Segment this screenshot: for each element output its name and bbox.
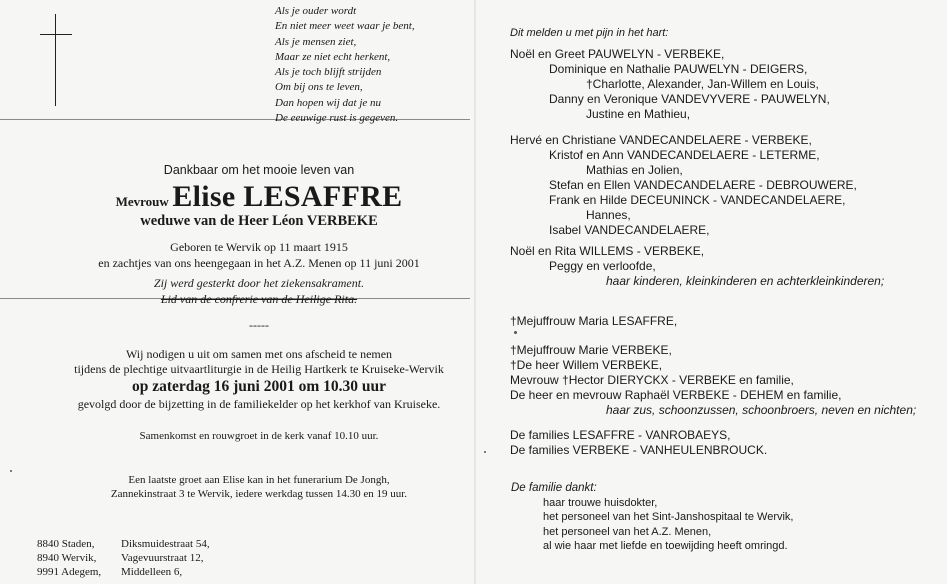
family-line: Dominique en Nathalie PAUWELYN - DEIGERS, — [549, 62, 808, 76]
address-street: Middelleen 6, — [121, 566, 183, 578]
family-line: †De heer Willem VERBEKE, — [510, 358, 663, 372]
address-street: Vagevuurstraat 12, — [121, 552, 204, 564]
family-line: Noël en Greet PAUWELYN - VERBEKE, — [510, 47, 725, 61]
sacrament-block — [20, 275, 498, 307]
family-group-pauwelyn — [510, 47, 830, 122]
invite-line: tijdens de plechtige uitvaartliturgie in de Heilig Hartkerk te Kruiseke-Wervik — [74, 362, 444, 376]
poem-line: Als je toch blijft strijden — [275, 66, 382, 79]
poem-line: Als je mensen ziet, — [275, 35, 357, 48]
deceased-name — [20, 180, 498, 214]
family-line: Peggy en verloofde, — [549, 259, 656, 273]
thanks-title: De familie dankt: — [511, 482, 597, 494]
family-line: De heer en mevrouw Raphaël VERBEKE - DEHEM en familie, — [510, 388, 842, 402]
intro-line: Dit melden u met pijn in het hart: — [510, 27, 669, 39]
passed-line: en zachtjes van ons heengegaan in het A.Z. Menen op 11 juni 2001 — [98, 256, 420, 270]
cross-icon — [40, 14, 72, 106]
family-group-willems — [510, 244, 884, 289]
address-street: Diksmuidestraat 54, — [121, 538, 210, 550]
family-line: De families VERBEKE - VANHEULENBROUCK. — [510, 443, 768, 457]
widow-line: weduwe van de Heer Léon VERBEKE — [140, 213, 378, 229]
poem-line: Dan hopen wij dat je nu — [275, 96, 382, 109]
ceremony-date: op zaterdag 16 juni 2001 om 10.30 uur — [131, 378, 387, 395]
address-city: 8940 Wervik, — [37, 552, 97, 564]
family-line: Kristof en Ann VANDECANDELAERE - LETERME, — [549, 148, 820, 162]
address-city: 8840 Staden, — [37, 538, 95, 550]
family-group-verbeke — [510, 343, 916, 418]
full-name: Elise LESAFFRE — [172, 180, 403, 213]
invite-line: Wij nodigen u uit om samen met ons afscheid te nemen — [125, 347, 393, 361]
scan-speck — [514, 331, 517, 334]
family-line: Hannes, — [586, 208, 631, 222]
family-line: Danny en Veronique VANDEVYVERE - PAUWELYN, — [549, 92, 830, 106]
family-line: Isabel VANDECANDELAERE, — [549, 223, 710, 237]
family-line: De families LESAFFRE - VANROBAEYS, — [510, 428, 731, 442]
poem-line: Maar ze niet echt herkent, — [275, 50, 391, 63]
family-line: †Charlotte, Alexander, Jan-Willem en Louis, — [586, 77, 819, 91]
family-group-lesaffre — [510, 314, 677, 329]
family-group-families — [510, 428, 767, 458]
family-line: Mevrouw †Hector DIERYCKX - VERBEKE en familie, — [510, 373, 794, 387]
family-line: Hervé en Christiane VANDECANDELAERE - VERBEKE, — [510, 133, 812, 147]
family-group-vandecandelaere — [510, 133, 857, 238]
invitation — [20, 347, 498, 377]
family-line: Noël en Rita WILLEMS - VERBEKE, — [510, 244, 705, 258]
member-line: Lid van de confrerie van de Heilige Rita. — [160, 292, 358, 306]
scan-speck — [10, 470, 12, 472]
funeral-line: Een laatste groet aan Elise kan in het funerarium De Jongh, — [128, 474, 390, 486]
family-line: †Mejuffrouw Marie VERBEKE, — [510, 343, 672, 357]
family-line: Frank en Hilde DECEUNINCK - VANDECANDELAERE, — [549, 193, 846, 207]
poem-line: En niet meer weet waar je bent, — [275, 20, 415, 33]
funerarium-info — [20, 473, 498, 501]
burial-line: gevolgd door de bijzetting in de familiekelder op het kerkhof van Kruiseke. — [77, 397, 441, 411]
scan-speck — [484, 451, 486, 453]
title-prefix: Mevrouw — [115, 194, 169, 209]
poem-line: De eeuwige rust is gegeven. — [275, 112, 399, 125]
family-line: Justine en Mathieu, — [586, 107, 691, 121]
family-line: Mathias en Jolien, — [586, 163, 683, 177]
birth-death — [20, 239, 498, 271]
sacrament-line: Zij werd gesterkt door het ziekensakrament. — [153, 276, 365, 290]
thanks-line: al wie haar met liefde en toewijding heeft omringd. — [543, 539, 788, 552]
thanks-line: het personeel van het Sint-Janshospitaal te Wervik, — [543, 511, 794, 524]
address-streets — [121, 537, 210, 579]
divider: ----- — [249, 318, 269, 332]
meeting-line: Samenkomst en rouwgroet in de kerk vanaf 10.10 uur. — [139, 430, 379, 442]
thanks-list — [543, 496, 794, 553]
thanks-line: haar trouwe huisdokter, — [543, 497, 658, 509]
address-city: 9991 Adegem, — [37, 566, 102, 578]
address-cities — [37, 537, 101, 579]
family-summary: haar zus, schoonzussen, schoonbroers, neven en nichten; — [606, 403, 917, 417]
poem-line: Als je ouder wordt — [275, 5, 357, 17]
funeral-line: Zannekinstraat 3 te Wervik, iedere werkdag tussen 14.30 en 19 uur. — [110, 488, 408, 500]
grateful-line: Dankbaar om het mooie leven van — [163, 163, 355, 177]
family-summary: haar kinderen, kleinkinderen en achterkleinkinderen; — [606, 274, 885, 288]
poem — [275, 4, 415, 126]
born-line: Geboren te Wervik op 11 maart 1915 — [170, 240, 348, 254]
thanks-line: het personeel van het A.Z. Menen, — [543, 525, 712, 538]
family-line: †Mejuffrouw Maria LESAFFRE, — [510, 314, 678, 328]
poem-line: Om bij ons te leven, — [275, 81, 363, 94]
family-line: Stefan en Ellen VANDECANDELAERE - DEBROUWERE, — [549, 178, 857, 192]
